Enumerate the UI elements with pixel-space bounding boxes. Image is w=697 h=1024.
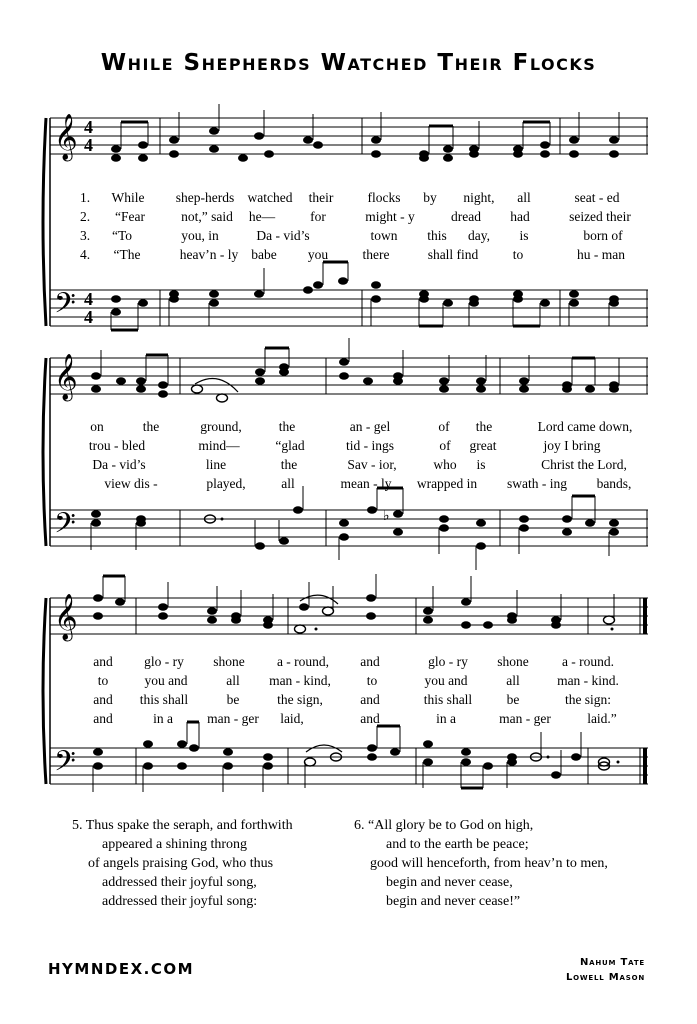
lyric-word: “glad <box>275 438 305 453</box>
lyric-word: you and <box>424 673 468 688</box>
lyric-word: a - round. <box>561 654 615 669</box>
lyric-word: wrapped in <box>416 476 478 491</box>
bass-clef-icon: 𝄢 <box>54 287 76 327</box>
lyric-word: shone <box>497 654 529 669</box>
lyric-word: had <box>510 209 530 224</box>
verse-number: 2. <box>80 209 91 224</box>
lyric-word: joy I bring <box>543 438 601 453</box>
lyric-word: born of <box>583 228 623 243</box>
stanza-line: addressed their joyful song, <box>102 875 257 890</box>
author-credit: Nahum Tate <box>579 957 645 968</box>
meter-bottom-bass: 4 <box>84 307 93 327</box>
lyric-word: dread <box>451 209 481 224</box>
lyric-word: man - kind. <box>557 673 619 688</box>
stanza-line: of angels praising God, who thus <box>88 856 274 871</box>
lyric-word: the sign: <box>564 692 612 707</box>
lyric-word: you <box>307 247 329 262</box>
lyric-word: in a <box>153 711 173 726</box>
lyric-word: shall find <box>427 247 479 262</box>
stanza-line: 5. Thus spake the seraph, and forthwith <box>72 818 293 833</box>
lyric-word: seized their <box>569 209 631 224</box>
lyric-word: town <box>370 228 398 243</box>
lyric-word: night, <box>463 190 495 205</box>
lyric-word: the sign, <box>277 692 323 707</box>
bass-clef-icon: 𝄢 <box>54 507 76 547</box>
lyric-word: laid, <box>280 711 304 726</box>
lyric-word: he— <box>248 209 276 224</box>
meter-bottom: 4 <box>84 135 93 155</box>
lyric-word: and <box>93 654 113 669</box>
lyric-word: and <box>360 654 380 669</box>
lyric-word: all <box>226 673 240 688</box>
lyric-word: Christ the Lord, <box>541 457 627 472</box>
verse-number: 1. <box>80 190 91 205</box>
lyric-word: might - y <box>365 209 415 224</box>
lyric-word: babe <box>251 247 277 262</box>
lyric-word: be <box>506 692 520 707</box>
lyric-word: the <box>278 419 296 434</box>
lyric-word: and <box>360 711 380 726</box>
verse-number: 3. <box>80 228 91 243</box>
meter-top: 4 <box>84 117 93 137</box>
lyric-word: who <box>433 457 457 472</box>
stanza-line: good will henceforth, from heav’n to men, <box>370 856 608 871</box>
lyric-word: this shall <box>139 692 189 707</box>
lyric-word: the <box>280 457 298 472</box>
lyric-word: heav’n - ly <box>179 247 239 262</box>
lyric-word: great <box>469 438 497 453</box>
lyric-word: in a <box>436 711 456 726</box>
stanza-line: begin and never cease, <box>386 875 513 890</box>
lyric-word: their <box>308 190 334 205</box>
treble-clef-icon: 𝄞 <box>54 114 78 160</box>
stanza-line: begin and never cease!” <box>386 894 521 909</box>
lyric-word: a - round, <box>276 654 330 669</box>
lyric-word: of <box>439 438 451 453</box>
lyric-word: and <box>360 692 380 707</box>
lyric-word: man - ger <box>499 711 551 726</box>
lyric-word: be <box>226 692 240 707</box>
lyric-word: view dis - <box>104 476 158 491</box>
lyric-word: of <box>438 419 450 434</box>
stanza-line: 6. “All glory be to God on high, <box>354 818 534 833</box>
lyric-word: this shall <box>423 692 473 707</box>
lyric-word: seat - ed <box>574 190 620 205</box>
lyric-word: to <box>512 247 524 262</box>
lyric-word: all <box>281 476 295 491</box>
lyric-word: shep-herds <box>175 190 235 205</box>
lyric-word: Lord came down, <box>537 419 633 434</box>
lyric-word: on <box>90 419 104 434</box>
lyric-word: and <box>93 711 113 726</box>
stanza-line: and to the earth be peace; <box>386 837 529 852</box>
lyric-word: the <box>475 419 493 434</box>
lyric-word: to <box>97 673 109 688</box>
lyric-word: there <box>362 247 390 262</box>
stanza-line: addressed their joyful song: <box>102 894 258 909</box>
hymn-title: While Shepherds Watched Their Flocks <box>100 50 597 76</box>
stanza-line: appeared a shining throng <box>102 837 248 852</box>
lyric-word: you, in <box>181 228 219 243</box>
lyric-word: glo - ry <box>428 654 468 669</box>
lyric-word: watched <box>247 190 293 205</box>
lyric-word: is <box>476 457 486 472</box>
lyric-word: Da - vid’s <box>256 228 310 243</box>
lyric-word: played, <box>206 476 246 491</box>
lyric-word: and <box>93 692 113 707</box>
credits <box>566 955 645 985</box>
lyric-word: glo - ry <box>144 654 184 669</box>
lyric-word: to <box>366 673 378 688</box>
lyric-word: ground, <box>200 419 242 434</box>
lyric-word: hu - man <box>577 247 625 262</box>
lyric-word: bands, <box>596 476 632 491</box>
lyric-word: “To <box>111 228 133 243</box>
lyric-word: this <box>427 228 447 243</box>
lyric-word: mean - ly <box>340 476 392 491</box>
lyric-word: all <box>506 673 520 688</box>
lyric-word: man - kind, <box>269 673 331 688</box>
lyric-word: While <box>111 190 145 205</box>
treble-clef-icon: 𝄞 <box>54 594 78 640</box>
lyric-word: mind— <box>198 438 240 453</box>
lyric-word: tid - ings <box>345 438 395 453</box>
lyric-word: “Fear <box>115 209 145 224</box>
lyric-word: Sav - ior, <box>347 457 397 472</box>
lyric-word: “The <box>113 247 141 262</box>
lyric-word: shone <box>213 654 245 669</box>
svg-text:♭: ♭ <box>383 508 390 524</box>
meter-top-bass: 4 <box>84 289 93 309</box>
lyric-word: Da - vid’s <box>92 457 146 472</box>
lyric-word: an - gel <box>349 419 391 434</box>
bass-clef-icon: 𝄢 <box>54 745 76 785</box>
lyric-word: line <box>205 457 227 472</box>
lyric-word: is <box>519 228 529 243</box>
lyric-word: laid.” <box>587 711 617 726</box>
verse-number: 4. <box>80 247 91 262</box>
lyric-word: you and <box>144 673 188 688</box>
lyric-word: by <box>423 190 437 205</box>
lyric-word: not,” said <box>181 209 233 224</box>
stanza-5 <box>72 816 293 911</box>
stanza-6 <box>354 816 608 911</box>
site-link[interactable]: HYMNDEX.COM <box>48 960 195 978</box>
lyric-word: day, <box>468 228 490 243</box>
lyric-word: swath - ing <box>507 476 567 491</box>
lyric-word: man - ger <box>207 711 259 726</box>
lyric-word: for <box>310 209 326 224</box>
lyric-word: the <box>142 419 160 434</box>
treble-clef-icon: 𝄞 <box>54 354 78 400</box>
lyric-word: all <box>517 190 531 205</box>
lyric-word: trou - bled <box>88 438 146 453</box>
lyric-word: flocks <box>367 190 401 205</box>
composer-credit: Lowell Mason <box>565 972 645 983</box>
